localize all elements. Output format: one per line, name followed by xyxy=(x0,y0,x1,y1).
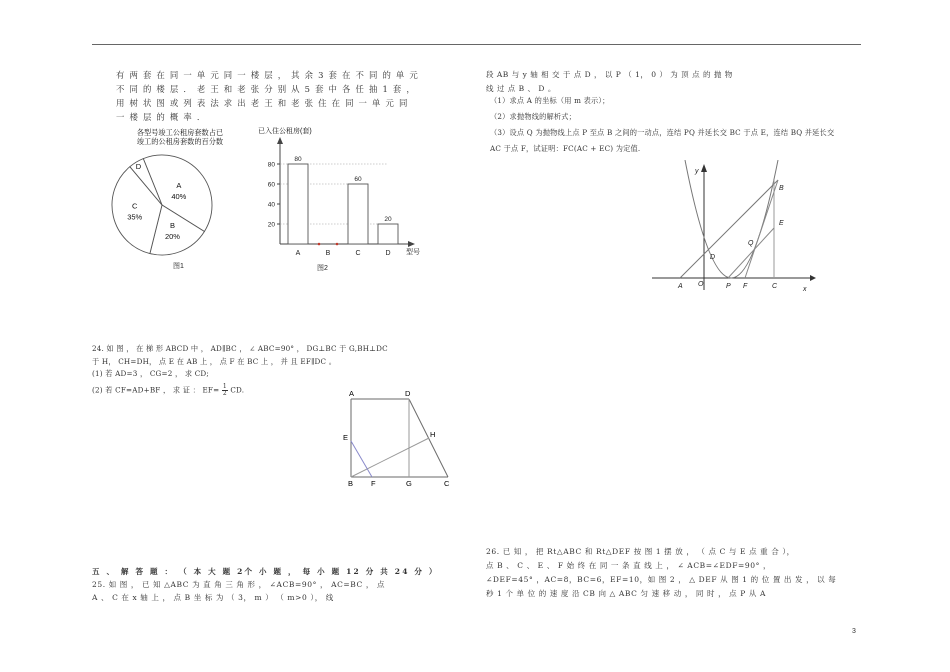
bar-title: 已入住公租房(套) xyxy=(258,128,312,135)
page-number: 3 xyxy=(852,628,856,635)
bar-category-label-a: A xyxy=(295,250,301,257)
q23-line-4: 一楼层的概率． xyxy=(116,112,211,122)
bar-y-tick-label: 40 xyxy=(267,201,275,209)
point-b-label: B xyxy=(779,185,784,192)
point-o-label: O xyxy=(698,281,704,288)
bar-caption: 图2 xyxy=(317,265,328,272)
bar-y-axis-arrow xyxy=(277,137,283,144)
q26-line-3: ∠DEF=45° ，AC=8，BC=6，EF=10，如 图 2 ， △ DEF 从 图 1 的 位 置 出 发 ， 以 每 xyxy=(486,575,837,584)
x-axis-arrow xyxy=(810,275,816,281)
q25-line-3b: 线 过 点 B 、 D 。 xyxy=(486,83,556,93)
q25-line-3a: 段 AB 与 y 轴 相 交 于 点 D ， 以 P （ 1， 0 ） 为 顶 点 的 抛 物 xyxy=(486,70,733,79)
point-a-label: A xyxy=(349,389,355,398)
pie-chart-figure xyxy=(110,128,250,146)
pie-label-d: D xyxy=(135,161,142,171)
q25-line-2: A 、 C 在 x 轴 上 ， 点 B 坐 标 为 （ 3， m ） （ m>0 ）， 线 xyxy=(92,593,334,602)
q26-line-1: 26. 已 知 ， 把 Rt△ABC 和 Rt△DEF 按 图 1 摆 放 ， （ 点 C 与 E 点 重 合 ）， xyxy=(486,547,795,556)
bar-category-label-c: C xyxy=(355,250,361,257)
q26-text xyxy=(486,545,836,601)
header-rule xyxy=(92,44,861,45)
point-c-label: C xyxy=(772,283,778,290)
fraction-half xyxy=(222,384,228,397)
bar-d xyxy=(378,224,398,244)
bar-marks xyxy=(268,137,415,257)
q25-text xyxy=(92,578,385,604)
bar-missing-marker xyxy=(336,243,339,246)
pie-label-a: A xyxy=(176,180,182,190)
q24-line-2: 于 H， CH=DH， 点 E 在 AB 上 ， 点 F 在 BC 上 ， 并 且 EF∥DC 。 xyxy=(92,356,337,366)
point-g-label: G xyxy=(406,479,412,488)
bar-xlabel: 型号 xyxy=(406,249,420,256)
q23-line-1: 有两套在同一单元同一楼层，其余3套在不同的单元 xyxy=(116,70,423,80)
q25-part-3a: （3）设点 Q 为抛物线上点 P 至点 B 之间的一动点，连结 PQ 并延长交 BC 于点 E，连结 BQ 并延长交 xyxy=(490,128,835,137)
pie-value-b: 20% xyxy=(164,231,180,241)
q25-part-2: （2）求抛物线的解析式； xyxy=(490,112,577,121)
q24-line-3: (1) 若 AD=3 ， CG=2 ， 求 CD; xyxy=(92,369,209,378)
bar-y-tick-label: 60 xyxy=(267,181,275,189)
pie-title-line-2: 竣工的公租房套数的百分数 xyxy=(136,137,224,146)
q23-text xyxy=(116,68,423,124)
point-b-label: B xyxy=(348,479,354,488)
point-h-label: H xyxy=(430,430,436,439)
point-c-label: C xyxy=(444,479,450,488)
pie-value-c: 35% xyxy=(127,212,143,222)
bar-chart xyxy=(250,120,430,280)
point-d-label: D xyxy=(405,389,411,398)
bar-a xyxy=(288,164,308,244)
segment-pe xyxy=(728,228,774,278)
q26-line-4: 秒 1 个 单 位 的 速 度 沿 CB 向 △ ABC 匀 速 移 动 ， 同 时 ， 点 P 从 A xyxy=(486,589,766,598)
bar-y-tick-label: 20 xyxy=(267,221,275,229)
q23-line-3: 用树状图或列表法求出老王和老张住在同一单元同 xyxy=(116,98,413,108)
point-e-label: E xyxy=(779,220,784,227)
bar-value-label-c: 60 xyxy=(354,176,362,183)
q25-part-3b: AC 于点 F，试证明：FC(AC + EC) 为定值. xyxy=(490,144,641,153)
pie-label-c: C xyxy=(132,201,138,211)
point-f-label: F xyxy=(371,479,376,488)
point-a-label: A xyxy=(678,283,683,290)
pie-chart xyxy=(110,150,260,280)
q25-part-1: （1）求点 A 的坐标（用 m 表示）； xyxy=(490,96,610,105)
bar-value-label-a: 80 xyxy=(294,156,302,163)
q23-line-2: 不同的楼层．老王和老张分别从5套中各任抽1套， xyxy=(116,84,420,94)
q25-parts xyxy=(490,93,834,157)
q24-part2-suffix: CD. xyxy=(230,385,245,394)
y-axis-arrow xyxy=(701,164,707,172)
q25-line-1: 25. 如 图 ， 已 知 △ABC 为 直 角 三 角 形 ， ∠ACB=90° ， AC=BC ， 点 xyxy=(92,580,386,589)
bar-c xyxy=(348,184,368,244)
q24-line-1: 24. 如 图 ， 在 梯 形 ABCD 中 ， AD∥BC ， ∠ ABC=90° ， DG⊥BC 于 G,BH⊥DC xyxy=(92,344,388,353)
pie-title-line-1: 各型号竣工公租房套数占已 xyxy=(136,128,224,137)
point-p-label: P xyxy=(726,283,731,290)
q26-line-2: 点 B 、 C 、 E 、 F 始 终 在 同 一 条 直 线 上 ， ∠ ACB=∠EDF=90° ， xyxy=(486,561,772,570)
parabola-graph xyxy=(650,160,820,295)
pie-value-a: 40% xyxy=(171,191,187,201)
fraction-denominator: 2 xyxy=(222,389,227,397)
x-axis-label: x xyxy=(803,286,807,293)
bar-missing-marker xyxy=(318,243,321,246)
q24-part2-prefix: (2) 若 CF=AD+BF ， 求 证 ： EF= xyxy=(92,385,220,394)
point-d-label: D xyxy=(710,254,716,261)
bar-category-label-b: B xyxy=(325,250,331,257)
point-e-label: E xyxy=(343,433,349,442)
point-f-label: F xyxy=(743,283,748,290)
pie-label-b: B xyxy=(169,220,175,230)
fraction-numerator: 1 xyxy=(222,382,227,390)
bar-x-axis-arrow xyxy=(408,241,415,247)
pie-title xyxy=(110,128,250,146)
bar-category-label-d: D xyxy=(385,250,391,257)
q25-continuation xyxy=(486,68,733,95)
pie-slices xyxy=(112,155,212,255)
segment-bh xyxy=(351,438,429,477)
parabola-curve xyxy=(685,160,778,278)
bar-value-label-d: 20 xyxy=(384,216,392,223)
trapezoid-figure xyxy=(340,385,460,495)
section-five-heading: 五 、 解 答 题 ： （ 本 大 题 2个 小 题 ， 每 小 题 12 分 共 24 分 ） xyxy=(92,567,439,576)
bar-y-tick-label: 80 xyxy=(267,161,275,169)
segment-ab xyxy=(680,180,778,278)
pie-caption: 图1 xyxy=(173,263,184,270)
y-axis-label: y xyxy=(695,168,699,175)
point-q-label: Q xyxy=(748,240,754,247)
